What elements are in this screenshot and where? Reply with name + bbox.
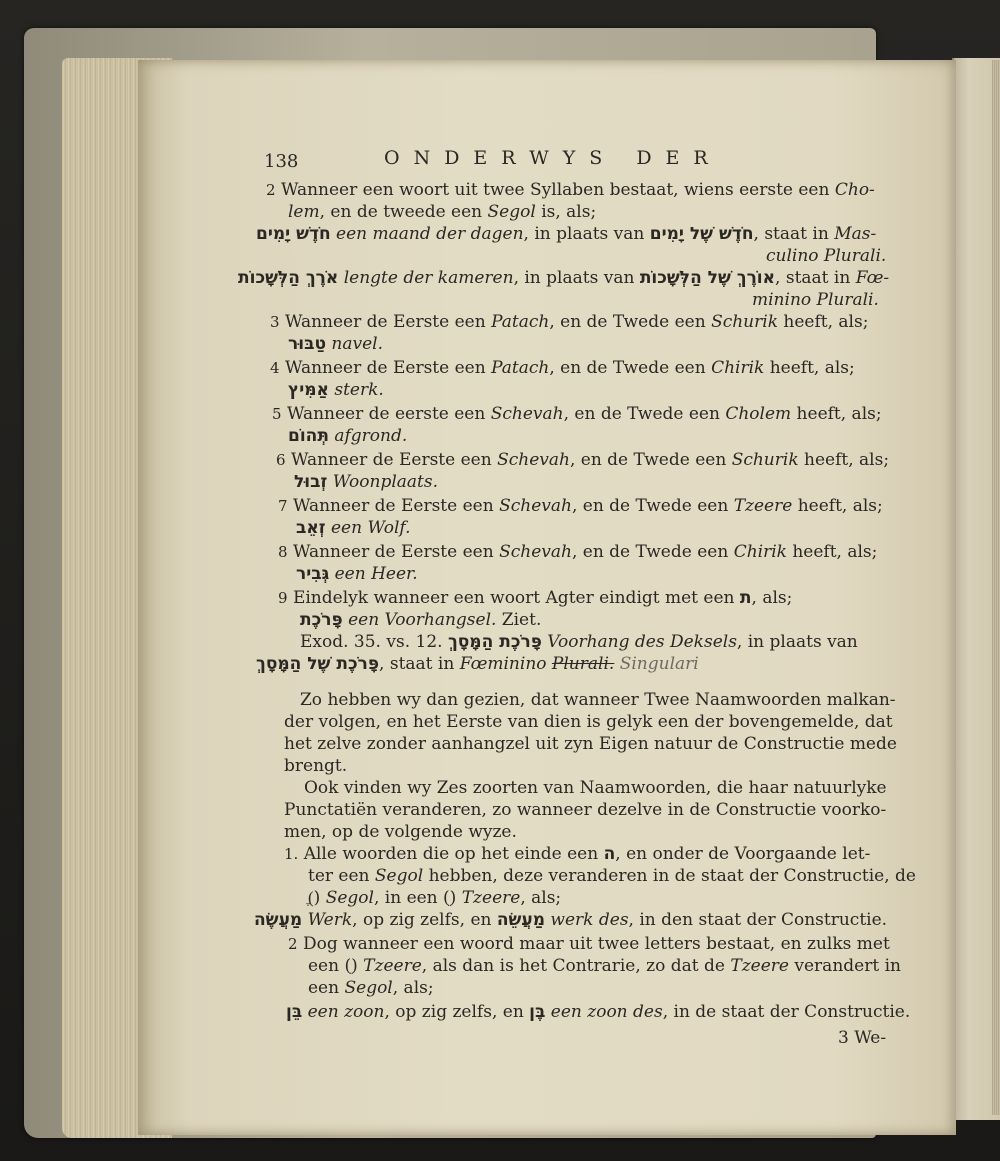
text-line: minino Plurali. xyxy=(752,290,879,310)
text-line: אֹרֶךְ הַלְּשָׁכוֹת lengte der kameren, in plaats van אוֹרֶךְ שֶׁל הַלְּשָׁכוֹת, staat in Fœ- xyxy=(238,268,890,288)
text-line: פָּרֹכֶת een Voorhangsel. Ziet. xyxy=(300,610,542,630)
text-line: 8 Wanneer de Eerste een Schevah, en de Twede een Chirik heeft, als; xyxy=(278,542,878,562)
text-line: Exod. 35. vs. 12. פָּרֹכֶת הַמָּסָךְ Voorhang des Deksels, in plaats van xyxy=(300,632,858,652)
text-line: lem, en de tweede een Segol is, als; xyxy=(288,202,597,222)
text-line: 2 Dog wanneer een woord maar uit twee letters bestaat, en zulks met xyxy=(288,934,890,954)
text-line: 9 Eindelyk wanneer een woort Agter eindigt met een ת, als; xyxy=(278,588,793,608)
book-page xyxy=(138,60,956,1135)
text-line: Zo hebben wy dan gezien, dat wanneer Twee Naamwoorden malkan- xyxy=(300,690,896,710)
text-line: culino Plurali. xyxy=(766,246,887,266)
text-line: een Segol, als; xyxy=(308,978,434,998)
text-line: גְּבִיר een Heer. xyxy=(296,564,418,584)
running-title: ONDERWYS DER xyxy=(384,147,722,169)
text-line: der volgen, en het Eerste van dien is gelyk een der bovengemelde, dat xyxy=(284,712,893,732)
page-text xyxy=(138,60,956,1135)
text-line: 4 Wanneer de Eerste een Patach, en de Twede een Chirik heeft, als; xyxy=(270,358,855,378)
text-line: 6 Wanneer de Eerste een Schevah, en de Twede een Schurik heeft, als; xyxy=(276,450,890,470)
text-line: men, op de volgende wyze. xyxy=(284,822,517,842)
text-line: 7 Wanneer de Eerste een Schevah, en de Twede een Tzeere heeft, als; xyxy=(278,496,883,516)
text-line: טַבּוּר navel. xyxy=(288,334,383,354)
text-line: ter een Segol hebben, deze veranderen in de staat der Constructie, de xyxy=(308,866,916,886)
text-line: Punctatiën veranderen, zo wanneer dezelve in de Constructie voorko- xyxy=(284,800,887,820)
catchword: 3 We- xyxy=(838,1028,887,1048)
text-line: (ֶ) Segol, in een (ֵ) Tzeere, als; xyxy=(308,888,562,908)
text-line: פָּרֹכֶת שֶׁל הַמָּסָךְ, staat in Fœminino Plurali. Singulari xyxy=(256,654,699,674)
text-line: אַמִּיץ sterk. xyxy=(288,380,384,400)
facing-page-edge xyxy=(992,60,1000,1115)
text-line: 3 Wanneer de Eerste een Patach, en de Twede een Schurik heeft, als; xyxy=(270,312,869,332)
text-line: מַעֲשֶׂה Werk, op zig zelfs, en מַעֲשֵׂה werk des, in den staat der Constructie. xyxy=(254,910,888,930)
text-line: זְאֵב een Wolf. xyxy=(296,518,411,538)
handwritten-correction: Singulari xyxy=(619,654,699,674)
text-line: het zelve zonder aanhangzel uit zyn Eigen natuur de Constructie mede xyxy=(284,734,897,754)
text-line: זְבוּל Woonplaats. xyxy=(294,472,438,492)
text-line: 5 Wanneer de eerste een Schevah, en de Twede een Cholem heeft, als; xyxy=(272,404,882,424)
text-line: Ook vinden wy Zes zoorten van Naamwoorden, die haar natuurlyke xyxy=(304,778,887,798)
page-number: 138 xyxy=(264,151,299,172)
text-line: 2 Wanneer een woort uit twee Syllaben bestaat, wiens eerste een Cho- xyxy=(266,180,875,200)
text-line: 1. Alle woorden die op het einde een ה, en onder de Voorgaande let- xyxy=(284,844,871,864)
text-line: een (ֵ) Tzeere, als dan is het Contrarie, zo dat de Tzeere verandert in xyxy=(308,956,901,976)
text-line: תְּהוֹם afgrond. xyxy=(288,426,408,446)
text-line: בֵּן een zoon, op zig zelfs, en בֶּן een zoon des, in de staat der Constructie. xyxy=(286,1002,911,1022)
text-line: חֹדֶשׁ יָמִים een maand der dagen, in plaats van חֹדֶשׁ שֶׁל יָמִים, staat in Mas- xyxy=(256,224,877,244)
text-line: brengt. xyxy=(284,756,348,776)
